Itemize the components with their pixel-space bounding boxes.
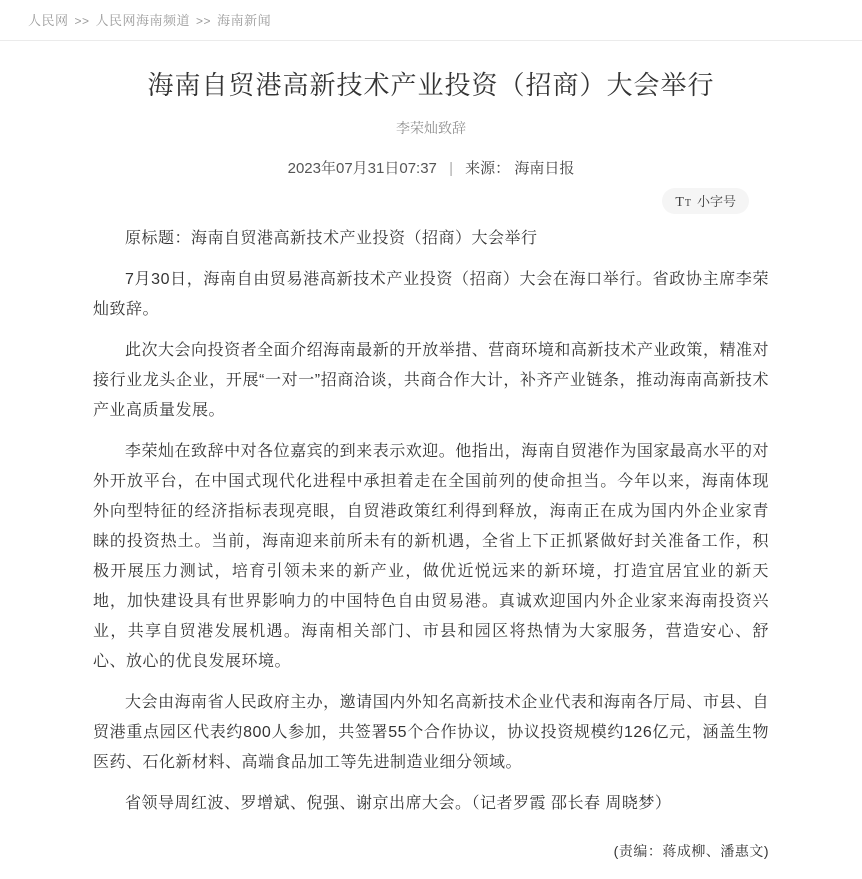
- font-size-button[interactable]: [662, 188, 749, 214]
- article-paragraph: 大会由海南省人民政府主办，邀请国内外知名高新技术企业代表和海南各厅局、市县、自贸港重点园区代表约800人参加，共签署55个合作协议，协议投资规模约126亿元，涵盖生物医药、石化新材料、高端食品加工等先进制造业细分领域。: [93, 694, 769, 771]
- breadcrumb-item-peoplecn[interactable]: 人民网: [28, 13, 69, 28]
- source-name: 海南日报: [514, 160, 575, 177]
- breadcrumb-item-hainan-channel[interactable]: 人民网海南频道: [95, 13, 191, 28]
- breadcrumb-item-hainan-news[interactable]: 海南新闻: [217, 13, 272, 28]
- article-meta: [93, 157, 769, 178]
- publish-date: 2023年07月31日07:37: [287, 160, 437, 177]
- article-title: 海南自贸港高新技术产业投资（招商）大会举行: [147, 70, 715, 100]
- source-label: 来源：: [465, 160, 511, 177]
- breadcrumb-separator: >>: [74, 14, 90, 28]
- breadcrumb-separator: >>: [196, 14, 212, 28]
- article-body: [93, 224, 769, 819]
- font-size-icon: T: [675, 195, 684, 210]
- meta-separator: |: [449, 160, 453, 177]
- breadcrumb: [0, 0, 862, 40]
- article-paragraph: 此次大会向投资者全面介绍海南最新的开放举措、营商环境和高新技术产业政策，精准对接行业龙头企业，开展“一对一”招商洽谈，共商合作大计，补齐产业链条，推动海南高新技术产业高质量发展。: [93, 342, 769, 419]
- font-size-icon-small: T: [684, 198, 691, 209]
- article-paragraph: 省领导周红波、罗增斌、倪强、谢京出席大会。（记者罗霞 邵长春 周晓梦）: [125, 795, 672, 812]
- original-title-text: 海南自贸港高新技术产业投资（招商）大会举行: [191, 230, 538, 247]
- original-title-line: [93, 224, 769, 254]
- font-size-label: 小字号: [696, 194, 736, 209]
- article: [93, 41, 769, 861]
- article-paragraph: 李荣灿在致辞中对各位嘉宾的到来表示欢迎。他指出，海南自贸港作为国家最高水平的对外开放平台，在中国式现代化进程中承担着走在全国前列的使命担当。今年以来，海南体现外向型特征的经济指标表现亮眼，自贸港政策红利得到释放，海南正在成为国内外企业家青睐的投资热土。当前，海南迎来前所未有的新机遇，全省上下正抓紧做好封关准备工作，积极开展压力测试，培育引领未来的新产业，做优近悦远来的新环境，打造宜居宜业的新天地，加快建设具有世界影响力的中国特色自由贸易港。真诚欢迎国内外企业家来海南投资兴业，共享自贸港发展机遇。海南相关部门、市县和园区将热情为大家服务，营造安心、舒心、放心的优良发展环境。: [93, 443, 769, 670]
- original-title-label: 原标题：: [125, 230, 192, 247]
- article-paragraph: 7月30日，海南自由贸易港高新技术产业投资（招商）大会在海口举行。省政协主席李荣灿致辞。: [93, 271, 769, 318]
- article-subtitle: 李荣灿致辞: [396, 120, 466, 136]
- article-toolbar: [93, 188, 749, 214]
- editor-credit: (责编：蒋成柳、潘惠文): [613, 843, 769, 859]
